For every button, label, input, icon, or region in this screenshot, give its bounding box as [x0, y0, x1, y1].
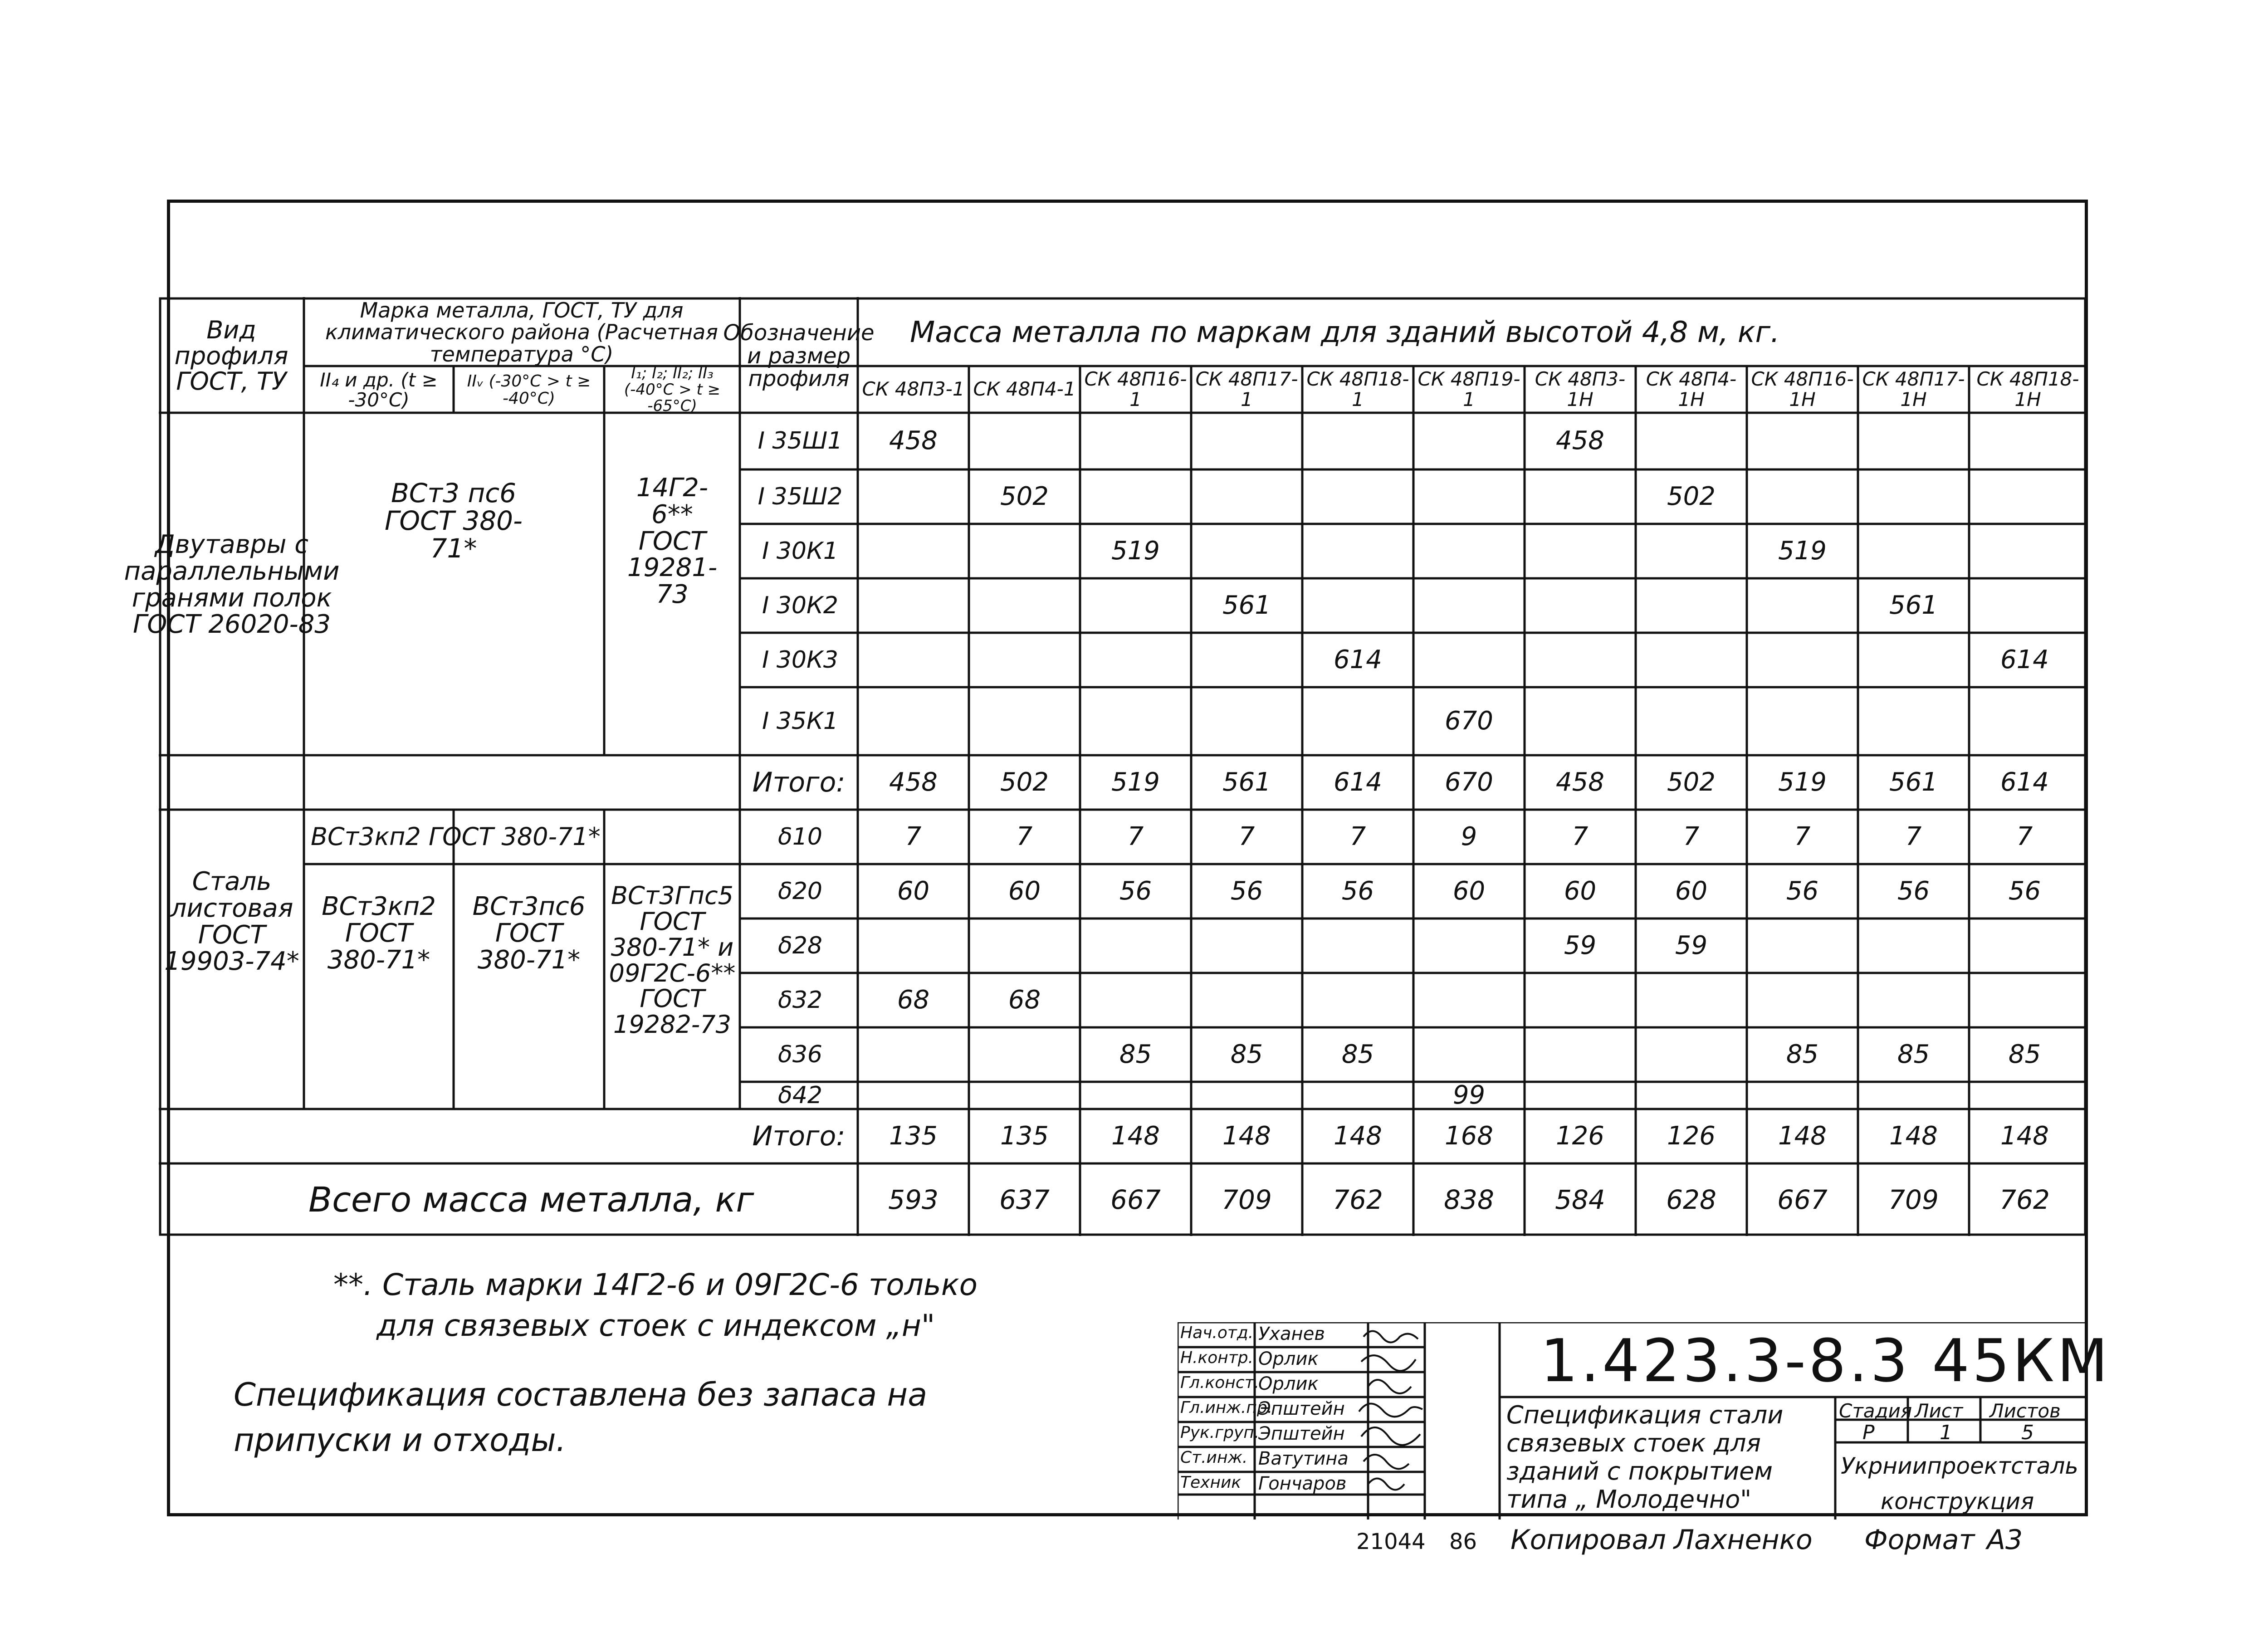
sheet-view: Сталь листовая ГОСТ 19903-74*: [164, 867, 299, 977]
mass-cell: 68: [1008, 985, 1041, 1015]
mass-cell: [858, 687, 969, 755]
mass-cell: [1747, 578, 1858, 633]
mass-cell: [1747, 633, 1858, 687]
mass-cell: [1191, 524, 1302, 578]
grand-total-cell: 667: [1110, 1184, 1161, 1215]
sheet-total-cell: 148: [1889, 1121, 1938, 1151]
mass-cell: 60: [1008, 876, 1041, 906]
profile-cell: δ10: [778, 823, 822, 850]
mass-cell: 7: [1127, 821, 1144, 851]
sheet-value: 1: [1940, 1421, 1952, 1444]
mass-cell: [1080, 1082, 1191, 1109]
mass-cell: [1747, 413, 1858, 469]
staff-name: Эпштейн: [1258, 1398, 1345, 1419]
mass-cell: [1302, 687, 1413, 755]
mass-cell: [1747, 1082, 1858, 1109]
staff-name: Уханев: [1258, 1324, 1325, 1344]
sheet-steel-2: ВСт3пс6 ГОСТ 380-71*: [472, 892, 586, 975]
profile-cell: δ28: [778, 932, 822, 959]
sheet-total-cell: 148: [1222, 1121, 1271, 1151]
profile-cell: δ36: [778, 1041, 822, 1068]
mass-cell: [1858, 687, 1969, 755]
beams-total-label: Итого:: [752, 766, 846, 798]
mark-header: СК 48П4-1Н: [1646, 368, 1737, 410]
mass-cell: [1747, 687, 1858, 755]
staff-name: Ватутина: [1258, 1448, 1349, 1469]
mark-header: СК 48П17-1Н: [1862, 368, 1965, 410]
grand-total-cell: 838: [1444, 1184, 1494, 1215]
mass-cell: [1191, 1082, 1302, 1109]
sheet-steel-3: ВСт3Гпс5 ГОСТ 380-71* и 09Г2С-6** ГОСТ 19282-73: [609, 881, 736, 1039]
mass-cell: 60: [1564, 876, 1597, 906]
mass-cell: [1302, 578, 1413, 633]
organization-line-2: конструкция: [1881, 1488, 2034, 1515]
mass-cell: [969, 1082, 1080, 1109]
beams-total-cell: 458: [1556, 767, 1604, 797]
mass-cell: 7: [1905, 821, 1922, 851]
mass-cell: [1302, 973, 1413, 1027]
header-mass: Масса металла по маркам для зданий высотой 4,8 м, кг.: [910, 316, 1780, 350]
mass-cell: [1636, 633, 1747, 687]
grand-total-cell: 593: [888, 1184, 938, 1215]
footer-format-label: Формат: [1864, 1524, 1975, 1556]
footer-copied-name: Лахненко: [1674, 1524, 1813, 1556]
mass-cell: 9: [1461, 821, 1477, 851]
mass-cell: 60: [1452, 876, 1486, 906]
mass-cell: [1858, 413, 1969, 469]
mass-cell: 56: [1786, 876, 1819, 906]
mass-cell: [1858, 469, 1969, 524]
mass-cell: [1636, 413, 1747, 469]
mark-header: СК 48П16-1: [1084, 368, 1187, 410]
mass-cell: [1413, 919, 1525, 973]
stage-label: Стадия: [1839, 1400, 1912, 1422]
mass-cell: [1080, 687, 1191, 755]
beams-total-cell: 519: [1111, 767, 1160, 797]
document-title-line: Спецификация стали: [1506, 1401, 1784, 1429]
mass-cell: 56: [1341, 876, 1374, 906]
mark-header: СК 48П4-1: [973, 378, 1076, 401]
mass-cell: [1858, 1082, 1969, 1109]
mass-cell: [1747, 919, 1858, 973]
mass-cell: 56: [1230, 876, 1263, 906]
header-steel-grade: Марка металла, ГОСТ, ТУ для климатического района (Расчетная температура °С): [325, 298, 718, 366]
mass-cell: [1969, 919, 2080, 973]
profile-cell: I 30К3: [762, 646, 839, 674]
mass-cell: [1191, 973, 1302, 1027]
mass-cell: [1191, 687, 1302, 755]
mass-cell: 458: [889, 426, 938, 456]
note-steel-grades-2: для связевых стоек с индексом „н": [376, 1308, 935, 1343]
mass-cell: 502: [1000, 481, 1049, 511]
mass-cell: 85: [1897, 1039, 1930, 1069]
sheet-total-cell: 168: [1445, 1121, 1493, 1151]
mass-cell: [1969, 1082, 2080, 1109]
beams-total-cell: 519: [1778, 767, 1827, 797]
mass-cell: [1191, 413, 1302, 469]
mark-header: СК 48П16-1Н: [1751, 368, 1854, 410]
mass-cell: [1525, 973, 1636, 1027]
mass-cell: [1302, 919, 1413, 973]
mass-cell: [1080, 919, 1191, 973]
mass-cell: [1080, 413, 1191, 469]
mass-cell: [1747, 469, 1858, 524]
document-title-line: типа „ Молодечно": [1506, 1485, 1752, 1514]
mass-cell: 60: [897, 876, 930, 906]
mass-cell: 56: [2008, 876, 2041, 906]
beams-steel-1: ВСт3 пс6 ГОСТ 380-71*: [385, 478, 523, 564]
mark-header: СК 48П19-1: [1418, 368, 1520, 410]
mass-cell: [1413, 469, 1525, 524]
mass-cell: [1080, 469, 1191, 524]
mass-cell: 7: [905, 821, 922, 851]
mass-cell: [1636, 687, 1747, 755]
mass-cell: [1191, 919, 1302, 973]
header-climate-3: I₁; I₂; II₂; II₃ (-40°С > t ≥ -65°С): [624, 364, 721, 415]
mass-cell: [1969, 687, 2080, 755]
mass-cell: [969, 413, 1080, 469]
mass-cell: [1080, 633, 1191, 687]
beams-total-cell: 502: [1000, 767, 1049, 797]
sheet-total-cell: 135: [889, 1121, 938, 1151]
mass-cell: 60: [1675, 876, 1708, 906]
sheet-steel-top: ВСт3кп2 ГОСТ 380-71*: [311, 822, 601, 851]
staff-role: Н.контр.: [1180, 1349, 1254, 1367]
beams-total-cell: 561: [1222, 767, 1271, 797]
note-steel-grades: **. Сталь марки 14Г2-6 и 09Г2С-6 только: [333, 1267, 978, 1302]
header-climate-1: II₄ и др. (t ≥ -30°С): [320, 368, 438, 411]
mass-cell: [1080, 973, 1191, 1027]
mass-cell: [1525, 469, 1636, 524]
mass-cell: [1413, 413, 1525, 469]
mass-cell: [1302, 524, 1413, 578]
mass-cell: [1969, 973, 2080, 1027]
grand-total-label: Всего масса металла, кг: [308, 1179, 754, 1220]
mass-cell: [1747, 973, 1858, 1027]
mass-cell: 85: [1786, 1039, 1819, 1069]
grand-total-cell: 762: [1999, 1184, 2050, 1215]
mass-cell: 7: [1016, 821, 1033, 851]
footer-year: 86: [1449, 1529, 1477, 1554]
mass-cell: [858, 1082, 969, 1109]
mass-cell: 56: [1897, 876, 1930, 906]
mass-cell: [1969, 469, 2080, 524]
mass-cell: [1636, 578, 1747, 633]
mass-cell: [858, 578, 969, 633]
grand-total-cell: 762: [1333, 1184, 1383, 1215]
grand-total-cell: 709: [1222, 1184, 1272, 1215]
footer-number: 21044: [1356, 1529, 1426, 1554]
mass-cell: [1636, 973, 1747, 1027]
mass-cell: [858, 919, 969, 973]
note-specification: Спецификация составлена без запаса на: [234, 1376, 928, 1413]
beams-total-cell: 502: [1667, 767, 1716, 797]
mass-cell: 458: [1556, 426, 1604, 456]
mass-cell: [858, 633, 969, 687]
sheet-steel-1: ВСт3кп2 ГОСТ 380-71*: [322, 892, 436, 975]
mass-cell: [1858, 919, 1969, 973]
mass-cell: [1636, 1082, 1747, 1109]
header-designation: Обозначение и размер профиля: [723, 320, 875, 392]
mass-cell: 99: [1452, 1080, 1486, 1110]
mass-cell: [1969, 578, 2080, 633]
mass-cell: [1413, 973, 1525, 1027]
mass-cell: 614: [2000, 645, 2049, 674]
sheet-total-cell: 148: [2000, 1121, 2049, 1151]
mass-cell: [969, 524, 1080, 578]
mass-cell: 85: [1230, 1039, 1263, 1069]
sheet-total-cell: 148: [1334, 1121, 1382, 1151]
mark-header: СК 48П18-1Н: [1976, 368, 2079, 410]
title-block: [1178, 1322, 2111, 1520]
mass-cell: [1413, 524, 1525, 578]
mass-cell: [858, 524, 969, 578]
beams-view: Двутавры с параллельными гранями полок ГОСТ 26020-83: [124, 529, 340, 640]
beams-total-cell: 614: [1334, 767, 1382, 797]
mass-cell: [1413, 578, 1525, 633]
mass-cell: [1525, 1082, 1636, 1109]
mass-cell: 670: [1445, 706, 1493, 736]
note-specification-2: припуски и отходы.: [234, 1422, 566, 1459]
mass-cell: 59: [1564, 930, 1597, 960]
staff-name: Орлик: [1258, 1373, 1319, 1394]
profile-cell: δ20: [778, 877, 822, 905]
mass-cell: 7: [1349, 821, 1366, 851]
mark-header: СК 48П3-1Н: [1535, 368, 1626, 410]
grand-total-cell: 628: [1666, 1184, 1716, 1215]
mass-cell: [1525, 687, 1636, 755]
mass-cell: [1525, 578, 1636, 633]
mass-cell: 7: [1572, 821, 1589, 851]
document-title-line: зданий с покрытием: [1506, 1457, 1773, 1485]
mass-cell: [858, 1027, 969, 1082]
mass-cell: [1191, 633, 1302, 687]
sheet-total-cell: 148: [1111, 1121, 1160, 1151]
mass-cell: 7: [2016, 821, 2033, 851]
mass-cell: [1302, 413, 1413, 469]
beams-steel-3: 14Г2-6** ГОСТ 19281-73: [627, 473, 718, 610]
footer-copied-label: Копировал: [1510, 1524, 1666, 1556]
staff-name: Гончаров: [1258, 1473, 1347, 1494]
mass-cell: 7: [1683, 821, 1700, 851]
mass-cell: 7: [1794, 821, 1811, 851]
mass-cell: 56: [1119, 876, 1152, 906]
beams-total-cell: 458: [889, 767, 938, 797]
sheet-total-label: Итого:: [752, 1120, 846, 1152]
profile-cell: I 30К2: [762, 591, 839, 619]
mass-cell: 502: [1667, 481, 1716, 511]
profile-cell: δ32: [778, 986, 822, 1014]
mass-cell: [1413, 633, 1525, 687]
document-code: 1.423.3-8.3 45КМ: [1540, 1326, 2111, 1395]
sheet-total-cell: 135: [1000, 1121, 1049, 1151]
staff-name: Орлик: [1258, 1349, 1319, 1369]
mass-cell: [1858, 524, 1969, 578]
mark-header: СК 48П18-1: [1306, 368, 1409, 410]
mass-cell: 519: [1111, 536, 1160, 566]
stage-value: Р: [1862, 1421, 1875, 1444]
mass-cell: [969, 1027, 1080, 1082]
mass-cell: 561: [1889, 590, 1938, 620]
mass-cell: [969, 633, 1080, 687]
specification-table: [124, 297, 2087, 1236]
beams-total-cell: 561: [1889, 767, 1938, 797]
mass-cell: [1969, 413, 2080, 469]
header-climate-2: IIᵥ (-30°С > t ≥ -40°С): [467, 372, 591, 408]
profile-cell: I 35Ш1: [758, 427, 843, 455]
mass-cell: [969, 919, 1080, 973]
mass-cell: [1636, 524, 1747, 578]
sheet-total-cell: 148: [1778, 1121, 1827, 1151]
mark-header: СК 48П17-1: [1195, 368, 1298, 410]
staff-role: Гл.конст.: [1180, 1373, 1260, 1392]
grand-total-cell: 584: [1555, 1184, 1605, 1215]
mass-cell: [969, 687, 1080, 755]
mass-cell: [858, 469, 969, 524]
sheet-total-cell: 126: [1667, 1121, 1716, 1151]
grand-total-cell: 709: [1888, 1184, 1939, 1215]
mass-cell: 85: [1119, 1039, 1152, 1069]
footer-format-value: А3: [1987, 1524, 2023, 1556]
profile-cell: δ42: [778, 1081, 822, 1109]
mass-cell: [969, 578, 1080, 633]
profile-cell: I 35К1: [762, 707, 839, 735]
beams-total-cell: 614: [2000, 767, 2049, 797]
mass-cell: [1525, 633, 1636, 687]
profile-cell: I 30К1: [762, 537, 839, 565]
sheets-label: Листов: [1989, 1400, 2061, 1422]
staff-name: Эпштейн: [1258, 1423, 1345, 1444]
mass-cell: [1636, 1027, 1747, 1082]
staff-role: Гл.инж.пр.: [1180, 1398, 1273, 1417]
mass-cell: [1302, 469, 1413, 524]
mass-cell: [1858, 973, 1969, 1027]
mass-cell: 614: [1334, 645, 1382, 674]
mass-cell: [1525, 524, 1636, 578]
grand-total-cell: 637: [999, 1184, 1050, 1215]
mass-cell: 68: [897, 985, 930, 1015]
organization-line-1: Укрниипроектсталь: [1841, 1453, 2078, 1479]
mass-cell: [1191, 469, 1302, 524]
profile-cell: I 35Ш2: [758, 483, 843, 510]
mass-cell: 85: [1341, 1039, 1374, 1069]
staff-role: Ст.инж.: [1180, 1448, 1248, 1467]
mass-cell: [1525, 1027, 1636, 1082]
staff-role: Рук.груп.: [1180, 1423, 1260, 1442]
mass-cell: 561: [1222, 590, 1271, 620]
beams-total-cell: 670: [1445, 767, 1493, 797]
mass-cell: 59: [1675, 930, 1708, 960]
signatures: [1354, 1323, 1427, 1518]
mass-cell: [1080, 578, 1191, 633]
sheet-label: Лист: [1915, 1400, 1963, 1422]
staff-role: Нач.отд.: [1180, 1324, 1254, 1342]
header-view-profile: Вид профиля ГОСТ, ТУ: [174, 315, 288, 396]
mass-cell: [1413, 1027, 1525, 1082]
staff-role: Техник: [1180, 1473, 1242, 1492]
sheets-value: 5: [2021, 1421, 2034, 1444]
mass-cell: [1969, 524, 2080, 578]
mass-cell: [1302, 1082, 1413, 1109]
sheet-total-cell: 126: [1556, 1121, 1604, 1151]
mark-header: СК 48П3-1: [862, 378, 965, 401]
mass-cell: [1858, 633, 1969, 687]
document-title-line: связевых стоек для: [1506, 1429, 1761, 1457]
mass-cell: 7: [1238, 821, 1255, 851]
mass-cell: 85: [2008, 1039, 2041, 1069]
grand-total-cell: 667: [1777, 1184, 1828, 1215]
mass-cell: 519: [1778, 536, 1827, 566]
